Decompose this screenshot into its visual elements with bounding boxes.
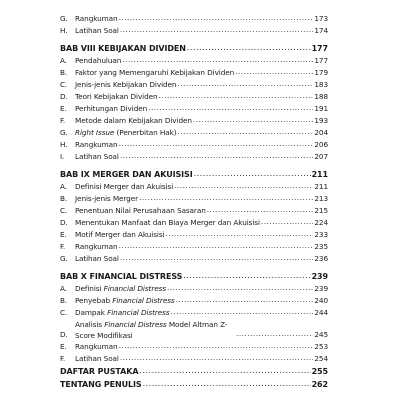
toc-page-number: 240 [314, 296, 328, 305]
toc-entry-title: Faktor yang Memengaruhi Kebijakan Dividen [75, 68, 235, 77]
toc-entry [60, 319, 328, 341]
dot-leader [167, 285, 313, 293]
toc-entry-title: Motif Merger dan Akuisisi [75, 230, 165, 239]
toc-entry [60, 115, 328, 127]
dot-leader [171, 309, 314, 317]
toc-entry-letter: G. [60, 14, 68, 23]
table-of-contents [60, 13, 328, 391]
toc-entry-title: Teori Kebijakan Dividen [75, 92, 158, 101]
toc-page-number: 211 [314, 182, 328, 191]
toc-entry [60, 307, 328, 319]
dot-leader [119, 141, 314, 149]
dot-leader [176, 297, 314, 305]
toc-page-number: 191 [314, 104, 328, 113]
dot-leader [139, 368, 310, 376]
toc-entry-letter: D. [60, 330, 68, 339]
toc-entry-letter: E. [60, 104, 67, 113]
toc-entry-title: TENTANG PENULIS [60, 380, 142, 389]
toc-entry-title: Rangkuman [75, 342, 118, 351]
toc-entry-title-part: Definisi [75, 284, 104, 293]
toc-page-number: 239 [314, 284, 328, 293]
toc-entry-letter: D. [60, 92, 68, 101]
toc-entry-title-part: (Penerbitan Hak) [114, 128, 177, 137]
toc-entry-letter: E. [60, 342, 67, 351]
toc-entry-title: Menentukan Manfaat dan Biaya Merger dan Akuisisi [75, 218, 260, 227]
toc-entry-letter: F. [60, 354, 66, 363]
toc-page-number: 233 [314, 230, 328, 239]
toc-entry-title: Latihan Soal [75, 254, 119, 263]
dot-leader [148, 105, 313, 113]
toc-entry-title-part: Model Altman Z-Score Modifikasi [75, 320, 228, 340]
toc-entry [60, 217, 328, 229]
toc-entry [60, 25, 328, 37]
toc-entry-letter: A. [60, 56, 67, 65]
dot-leader [159, 93, 314, 101]
toc-entry-letter: B. [60, 68, 68, 77]
toc-section-heading [60, 366, 328, 378]
toc-page-number: 188 [314, 92, 328, 101]
toc-entry-title: Metode dalam Kebijakan Dividen [75, 116, 192, 125]
toc-entry-letter: B. [60, 194, 68, 203]
toc-page-number: 254 [314, 354, 328, 363]
toc-entry [60, 79, 328, 91]
toc-entry [60, 353, 328, 365]
toc-entry-title: Perhitungan Dividen [75, 104, 148, 113]
toc-entry-title: BAB IX MERGER DAN AKUISISI [60, 170, 193, 179]
toc-page-number: 174 [314, 26, 328, 35]
toc-entry [60, 193, 328, 205]
dot-leader [165, 231, 313, 239]
toc-entry-letter: G. [60, 254, 68, 263]
toc-entry-letter: B. [60, 296, 68, 305]
toc-page-number: 173 [314, 14, 328, 23]
toc-entry-title: Rangkuman [75, 140, 118, 149]
toc-entry [60, 241, 328, 253]
toc-chapter-heading [60, 169, 328, 181]
toc-entry-letter: A. [60, 284, 67, 293]
toc-chapter-heading [60, 43, 328, 55]
toc-entry-letter: C. [60, 80, 68, 89]
dot-leader [119, 343, 314, 351]
toc-entry-letter: D. [60, 218, 68, 227]
toc-page-number: 193 [314, 116, 328, 125]
toc-entry-title: Latihan Soal [75, 152, 119, 161]
toc-page-number: 255 [311, 367, 328, 376]
toc-page-number: 213 [314, 194, 328, 203]
toc-entry-letter: F. [60, 116, 66, 125]
toc-page-number: 253 [314, 342, 328, 351]
toc-entry-title-italic: Financial Distress [103, 284, 167, 293]
dot-leader [120, 255, 313, 263]
toc-page-number: 262 [311, 380, 328, 389]
dot-leader [120, 355, 313, 363]
toc-entry-letter: H. [60, 140, 68, 149]
toc-page-number: 245 [314, 330, 328, 339]
toc-entry [60, 103, 328, 115]
toc-entry [60, 127, 328, 139]
toc-page-number: 183 [314, 80, 328, 89]
toc-entry-title-part: Dampak [75, 308, 108, 317]
toc-entry-letter: C. [60, 308, 68, 317]
toc-entry-title: BAB VIII KEBIJAKAN DIVIDEN [60, 44, 186, 53]
dot-leader [139, 195, 313, 203]
dot-leader [193, 117, 313, 125]
dot-leader [122, 57, 313, 65]
toc-entry [60, 205, 328, 217]
toc-entry-letter: H. [60, 26, 68, 35]
toc-page-number: 177 [314, 56, 328, 65]
toc-entry [60, 181, 328, 193]
toc-entry-title: Penentuan Nilai Perusahaan Sasaran [75, 206, 206, 215]
toc-entry [60, 253, 328, 265]
toc-entry-title: Definisi Merger dan Akuisisi [75, 182, 174, 191]
toc-entry-letter: G. [60, 128, 68, 137]
dot-leader [119, 243, 314, 251]
toc-entry-title [75, 307, 170, 319]
toc-entry [60, 341, 328, 353]
toc-entry-title [75, 283, 166, 295]
dot-leader [236, 331, 313, 339]
toc-page-number: 235 [314, 242, 328, 251]
dot-leader [143, 381, 311, 389]
toc-entry-letter: F. [60, 242, 66, 251]
toc-entry-title: DAFTAR PUSTAKA [60, 367, 139, 376]
toc-entry [60, 295, 328, 307]
dot-leader [235, 69, 313, 77]
toc-entry-title-italic: Financial Distress [107, 308, 170, 317]
toc-entry-title: BAB X FINANCIAL DISTRESS [60, 272, 183, 281]
toc-entry-title [75, 295, 175, 307]
toc-chapter-heading [60, 271, 328, 283]
toc-entry-title [75, 320, 235, 341]
toc-entry-title: Pendahuluan [75, 56, 122, 65]
dot-leader [119, 15, 314, 23]
dot-leader [194, 171, 311, 179]
toc-entry [60, 55, 328, 67]
toc-entry [60, 91, 328, 103]
toc-entry [60, 13, 328, 25]
toc-entry-title: Jenis-jenis Kebijakan Dividen [75, 80, 177, 89]
dot-leader [174, 183, 313, 191]
toc-page-number: 207 [314, 152, 328, 161]
dot-leader [120, 153, 313, 161]
toc-entry [60, 151, 328, 163]
dot-leader [261, 219, 313, 227]
toc-entry-title-italic: Right Issue [75, 128, 115, 137]
dot-leader [183, 273, 310, 281]
toc-entry-title-part: Penyebab [75, 296, 113, 305]
toc-entry-title: Jenis-jenis Merger [75, 194, 138, 203]
toc-entry [60, 67, 328, 79]
toc-entry-title-part: Analisis [75, 320, 105, 329]
toc-entry-letter: A. [60, 182, 67, 191]
toc-page-number: 206 [314, 140, 328, 149]
toc-entry-title: Rangkuman [75, 242, 118, 251]
toc-entry-letter: E. [60, 230, 67, 239]
dot-leader [178, 129, 314, 137]
toc-entry [60, 229, 328, 241]
toc-page-number: 211 [311, 170, 328, 179]
dot-leader [120, 27, 313, 35]
toc-page-number: 215 [314, 206, 328, 215]
toc-entry-title: Rangkuman [75, 14, 118, 23]
toc-page-number: 224 [314, 218, 328, 227]
toc-entry-title-italic: Financial Distress [104, 320, 167, 329]
toc-entry-title: Latihan Soal [75, 354, 119, 363]
toc-entry-title [75, 127, 177, 139]
dot-leader [177, 81, 313, 89]
toc-entry-title: Latihan Soal [75, 26, 119, 35]
toc-section-heading [60, 379, 328, 391]
dot-leader [207, 207, 314, 215]
toc-entry [60, 139, 328, 151]
toc-page-number: 177 [311, 44, 328, 53]
toc-entry [60, 283, 328, 295]
toc-page-number: 239 [311, 272, 328, 281]
toc-entry-title-italic: Financial Distress [112, 296, 175, 305]
dot-leader [187, 45, 311, 53]
toc-entry-letter: I. [60, 152, 65, 161]
toc-page-number: 244 [314, 308, 328, 317]
toc-page-number: 204 [314, 128, 328, 137]
toc-entry-letter: C. [60, 206, 68, 215]
toc-page-number: 236 [314, 254, 328, 263]
toc-page-number: 179 [314, 68, 328, 77]
